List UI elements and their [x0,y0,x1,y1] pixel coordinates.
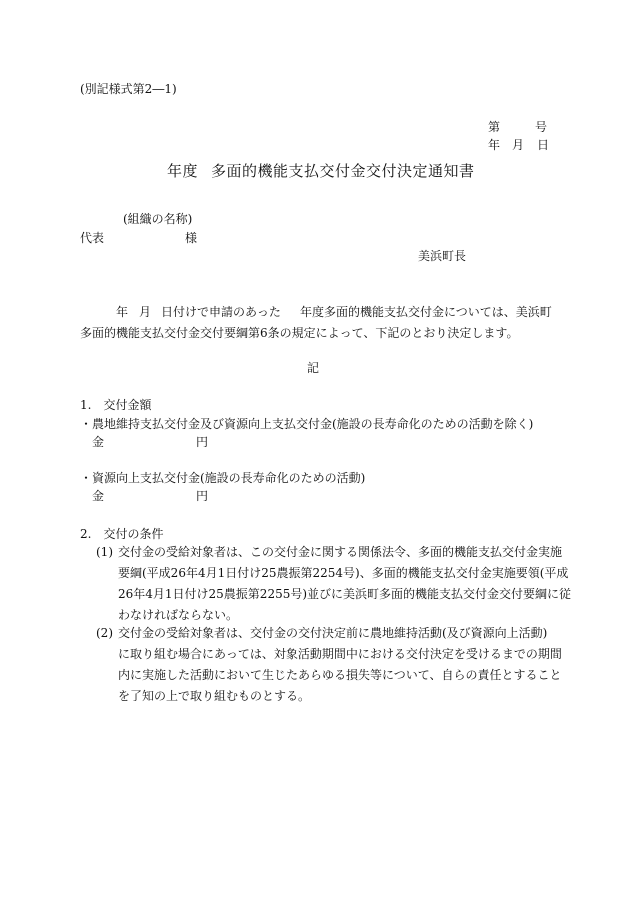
amount-b-kin: 金 [92,489,105,503]
recipient-org: (組織の名称) [123,212,193,226]
document-title-nendo: 年度 [167,162,199,180]
condition-1-line: 要綱(平成26年4月1日付け25農振第2254号)、多面的機能支払交付金実施要領(平成 [118,566,569,580]
document-title: 多面的機能支払交付金交付決定通知書 [211,162,475,180]
date-day: 日 [537,138,550,152]
condition-1-line: 26年4月1日付け25農振第2255号)並びに美浜町多面的機能支払交付金交付要綱に従 [118,587,572,601]
intro-rest: 日付けで申請のあった [161,305,281,319]
section2-heading: 2. 交付の条件 [80,527,164,541]
form-label: (別記様式第2―1) [80,82,177,96]
condition-2-line: 交付金の受給対象者は、交付金の交付決定前に農地維持活動(及び資源向上活動) [118,626,548,640]
amount-a-label: ・農地維持支払交付金及び資源向上支払交付金(施設の長寿命化のための活動を除く) [80,417,534,431]
date-year: 年 [488,138,501,152]
condition-1-line: わなければならない。 [118,608,239,622]
amount-b-en: 円 [196,489,209,503]
recipient-rep: 代表 [80,231,105,245]
section1-heading: 1. 交付金額 [80,398,152,412]
intro-month: 月 [139,305,152,319]
intro-year: 年 [116,305,129,319]
number-dai: 第 [488,120,501,134]
condition-2-line: を了知の上で取り組むものとする。 [118,689,311,703]
amount-b-label: ・資源向上支払交付金(施設の長寿命化のための活動) [80,471,366,485]
ki-marker: 記 [307,361,320,375]
condition-2-line: 内に実施した活動において生じたあらゆる損失等について、自らの責任とすること [118,668,562,682]
recipient-sama: 様 [185,231,198,245]
condition-2-line: に取り組む場合にあっては、対象活動期間中における交付決定を受けるまでの期間 [118,647,562,661]
issuer: 美浜町長 [418,249,467,263]
amount-a-en: 円 [196,435,209,449]
condition-1-line: 交付金の受給対象者は、この交付金に関する関係法令、多面的機能支払交付金実施 [118,545,563,559]
number-go: 号 [535,120,548,134]
intro-line2: 多面的機能支払交付金交付要綱第6条の規定によって、下記のとおり決定します。 [80,326,519,340]
amount-a-kin: 金 [92,435,105,449]
condition-1-num: (1) [96,545,113,559]
condition-2-num: (2) [96,626,113,640]
intro-tail: 年度多面的機能支払交付金については、美浜町 [300,305,552,319]
date-month: 月 [512,138,525,152]
